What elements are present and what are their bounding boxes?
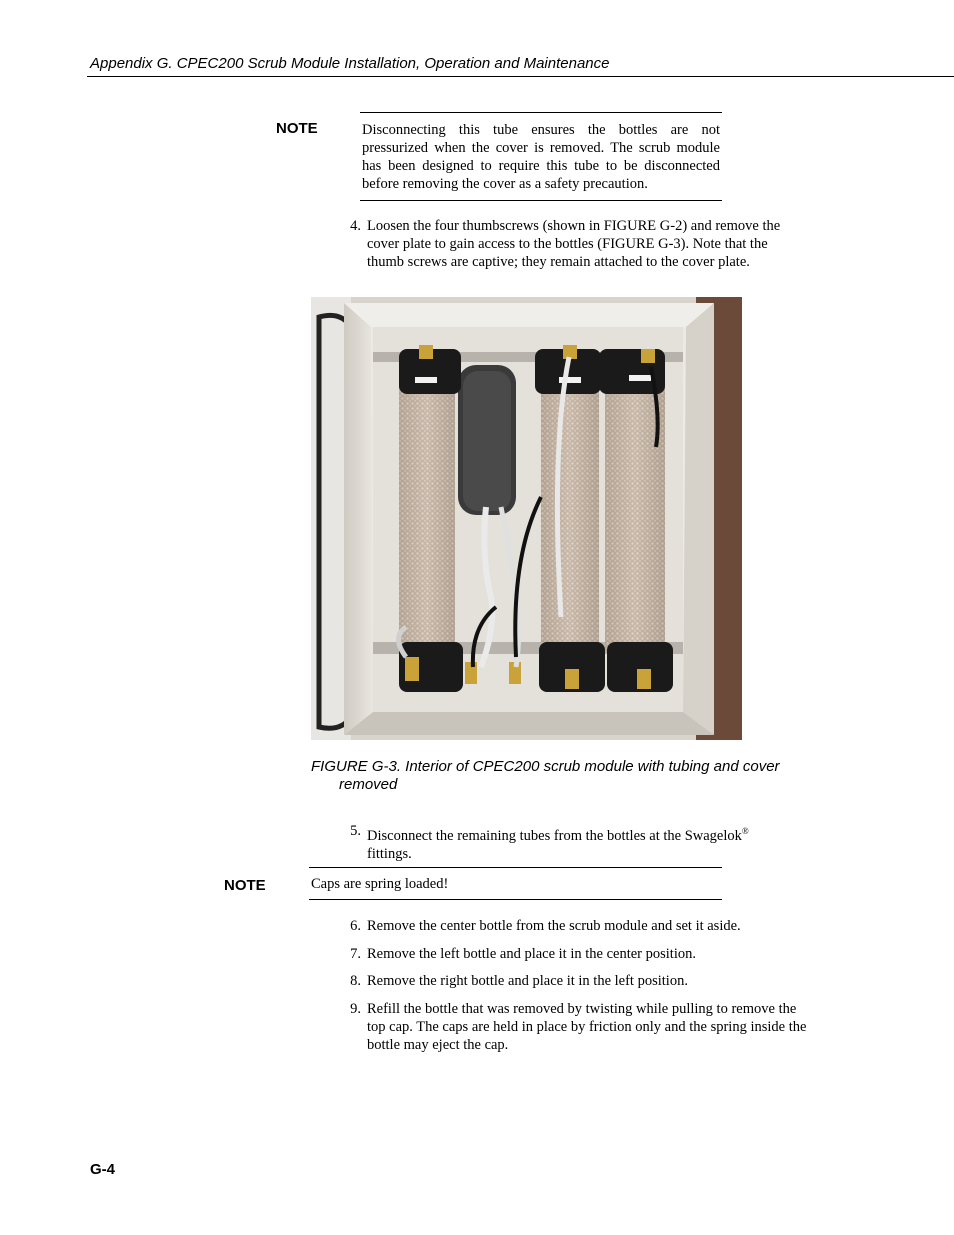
note-text: Disconnecting this tube ensures the bottles are not pressurized when the cover is removed. The scrub module has been designed to require this tube to be disconnected before removing the cover as a safety precaution. [362,122,720,192]
step-number: 5. [350,823,361,839]
step-7 [339,945,799,963]
page-number: G-4 [90,1161,116,1178]
step-8 [339,972,799,990]
step-text [367,822,807,863]
step-number: 4. [350,218,361,234]
header-rule [87,76,954,77]
registered-mark: ® [741,826,749,836]
scrub-module-photo [311,297,742,740]
note-label: NOTE [276,120,318,137]
step-text: Loosen the four thumbscrews (shown in FIGURE G-2) and remove the cover plate to gain access to the bottles (FIGURE G-3). Note that the thumb screws are captive; they remain attached to the cover plate. [367,218,781,270]
running-header: Appendix G. CPEC200 Scrub Module Installation, Operation and Maintenance [90,55,610,72]
step-5 [339,822,799,860]
note-box [309,867,722,900]
step-text: Remove the right bottle and place it in the left position. [367,973,688,989]
step-number: 9. [350,1001,361,1017]
step-9 [339,1000,807,1056]
figure-caption [311,758,811,794]
step-number: 8. [350,973,361,989]
step-4 [339,217,799,273]
step-text: Refill the bottle that was removed by twisting while pulling to remove the top cap. The caps are held in place by friction only and the spring inside the bottle may eject the cap. [367,1001,807,1053]
note-text: Caps are spring loaded! [311,876,449,892]
figure-caption-line-2: removed [339,776,398,793]
note-box [360,112,722,201]
note-label: NOTE [224,877,266,894]
step-number: 6. [350,918,361,934]
figure-caption-line-1: FIGURE G-3. Interior of CPEC200 scrub module with tubing and cover [311,758,780,775]
step-text-main: Disconnect the remaining tubes from the bottles at the Swagelok [367,827,742,844]
step-text: Remove the center bottle from the scrub module and set it aside. [367,918,741,934]
step-6 [339,917,799,935]
step-text: Remove the left bottle and place it in the center position. [367,946,696,962]
step-number: 7. [350,946,361,962]
step-text-tail: fittings. [367,845,412,862]
